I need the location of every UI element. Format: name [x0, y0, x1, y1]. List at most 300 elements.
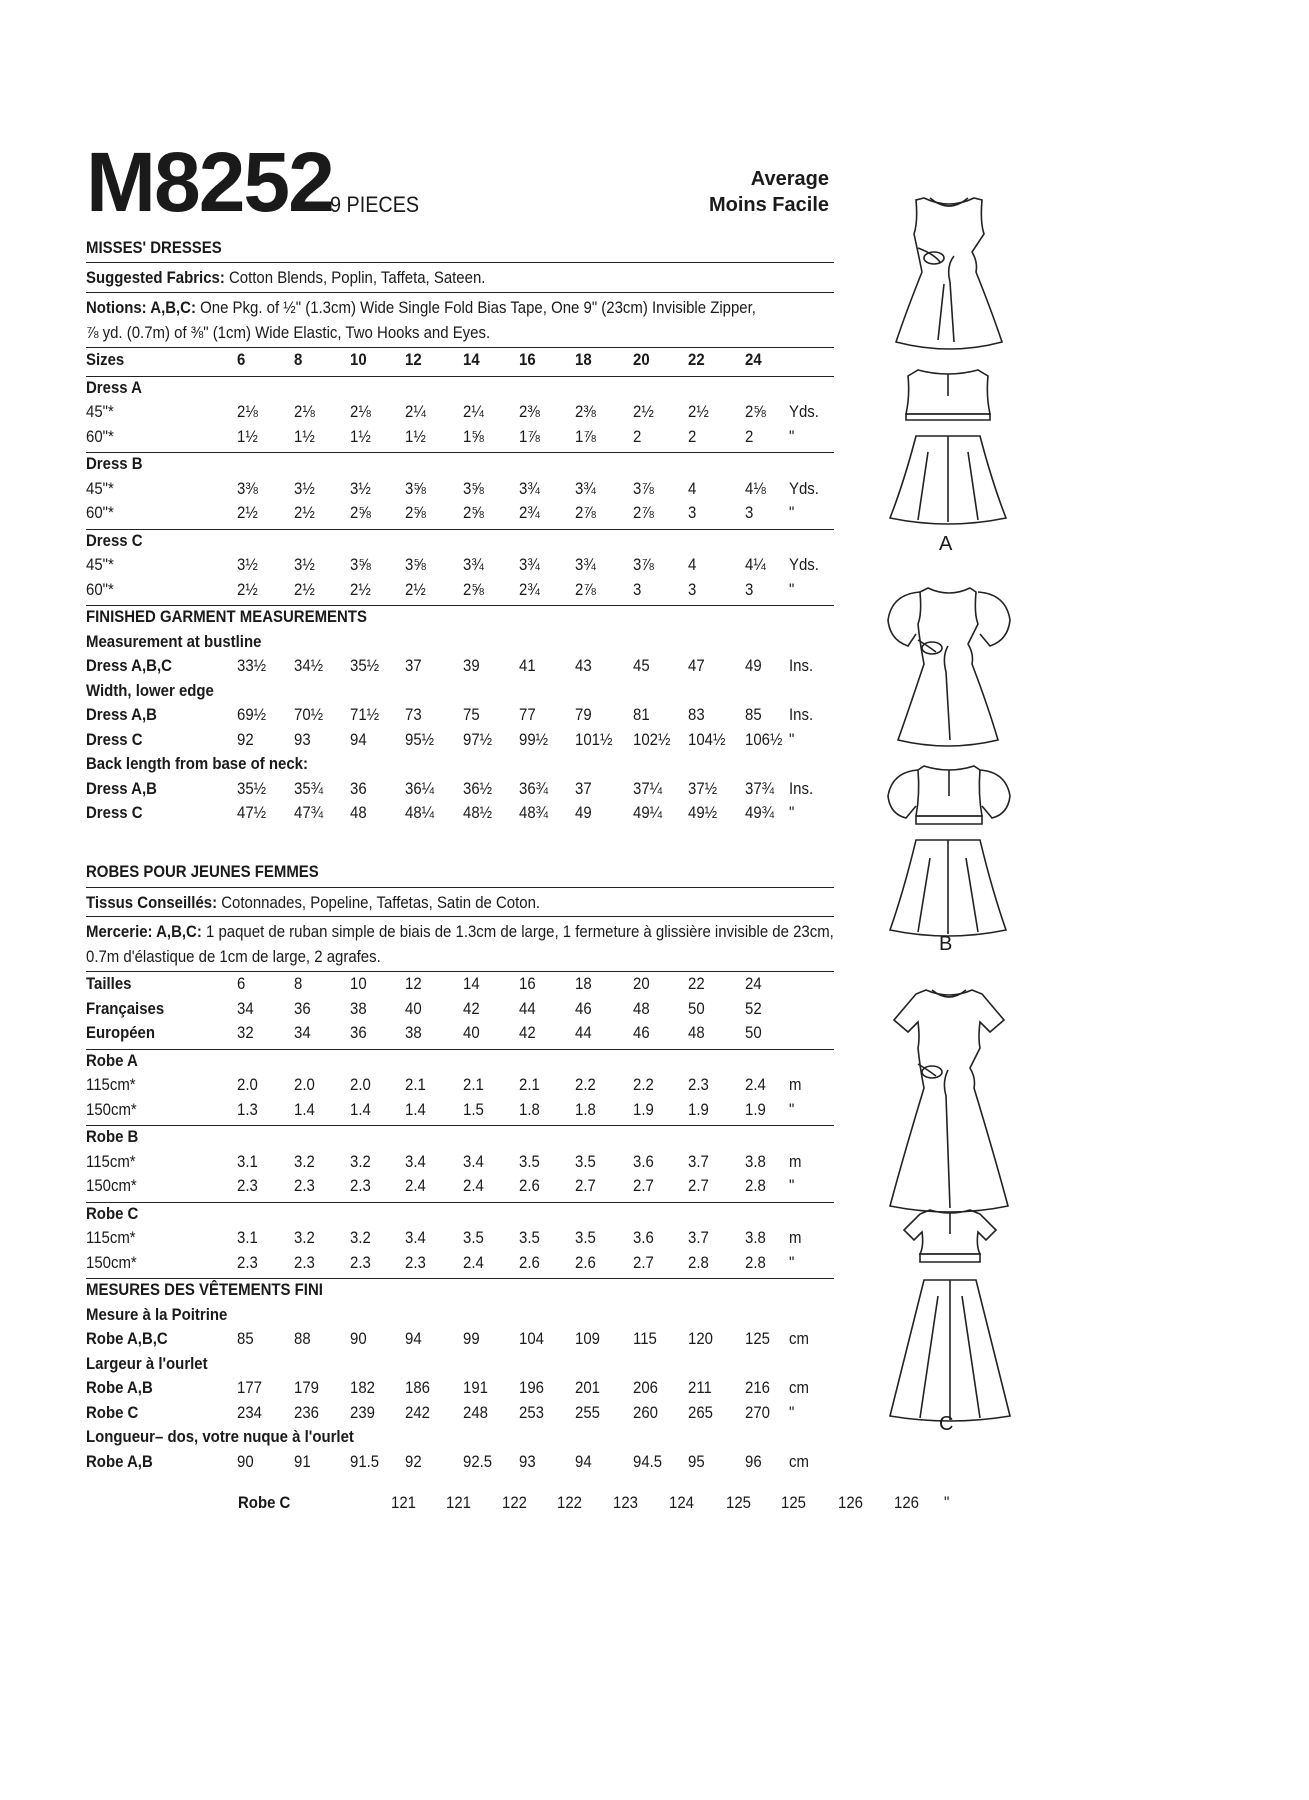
row-label: Dress A,B: [86, 705, 157, 724]
table-cell: 2: [688, 426, 697, 446]
table-cell: 2.4: [405, 1176, 426, 1195]
table-cell: 92: [405, 1451, 422, 1471]
table-cell: 2⅞: [633, 503, 654, 522]
table-cell: 1.4: [405, 1099, 426, 1119]
table-cell: 2.0: [237, 1075, 258, 1094]
table-cell: 2.1: [519, 1075, 540, 1094]
notions-label: Notions: A,B,C:: [86, 298, 196, 317]
table-cell: 83: [688, 705, 705, 724]
table-cell: 90: [237, 1451, 254, 1471]
table-cell: 248: [463, 1402, 488, 1422]
table-cell: 216: [745, 1378, 770, 1397]
table-cell: 95½: [405, 729, 435, 749]
table-row: [86, 1228, 846, 1253]
table-cell: 265: [688, 1402, 713, 1422]
table-cell: 2½: [294, 503, 315, 522]
divider: [86, 971, 834, 972]
unit-label: ": [789, 579, 795, 599]
table-cell: 2: [745, 426, 754, 446]
table-cell: 22: [688, 974, 705, 993]
table-cell: 94: [350, 729, 367, 749]
table-cell: 49¾: [745, 803, 775, 822]
unit-label: Yds.: [789, 402, 819, 421]
table-cell: 32: [237, 1023, 254, 1042]
table-cell: 14: [463, 350, 480, 369]
table-cell: 260: [633, 1402, 658, 1422]
table-cell: 81: [633, 705, 650, 724]
table-cell: 8: [294, 974, 303, 993]
table-cell: 1⅝: [463, 426, 484, 446]
dress-a-bodice-sketch: [898, 366, 998, 422]
row-label: Mesure à la Poitrine: [86, 1304, 228, 1324]
table-cell: 124: [669, 1493, 694, 1512]
english-yardage-table: [86, 350, 846, 828]
table-cell: 24: [745, 350, 762, 369]
table-cell: 48: [633, 998, 650, 1018]
table-cell: 3⅝: [350, 555, 371, 574]
row-label: Dress C: [86, 803, 143, 822]
table-cell: 3⅞: [633, 478, 654, 498]
table-cell: 2.3: [350, 1176, 371, 1195]
table-cell: 2: [633, 426, 642, 446]
table-cell: 2.7: [633, 1252, 654, 1272]
dress-b-front-sketch: [884, 580, 1014, 752]
table-cell: 69½: [237, 705, 267, 724]
table-cell: 16: [519, 350, 536, 369]
table-cell: 3¾: [575, 478, 596, 498]
table-cell: 3.2: [294, 1151, 315, 1171]
table-cell: 22: [688, 350, 705, 369]
table-cell: 3.5: [519, 1228, 540, 1247]
table-cell: 49: [575, 803, 592, 822]
table-cell: 3⅝: [463, 478, 484, 498]
table-cell: 2.6: [575, 1252, 596, 1272]
table-cell: 121: [446, 1493, 471, 1512]
row-label: Tailles: [86, 974, 132, 993]
table-cell: 3.4: [405, 1151, 426, 1171]
row-label: Européen: [86, 1023, 155, 1042]
table-row: [86, 378, 846, 403]
table-cell: 115: [633, 1329, 657, 1348]
table-row: [86, 454, 846, 479]
table-cell: 1.8: [519, 1099, 540, 1119]
table-cell: 3.4: [463, 1151, 484, 1171]
table-cell: 126: [894, 1493, 919, 1512]
row-label: Dress A,B: [86, 778, 157, 798]
table-cell: 70½: [294, 705, 324, 724]
table-cell: 1½: [350, 426, 371, 446]
table-row: [86, 1051, 846, 1076]
table-cell: 2.8: [745, 1176, 766, 1195]
table-row: [86, 531, 846, 556]
view-c-label: C: [939, 1413, 954, 1435]
table-cell: 93: [294, 729, 311, 749]
table-cell: 1.8: [575, 1099, 596, 1119]
divider: [86, 887, 834, 888]
table-cell: 16: [519, 974, 536, 993]
table-cell: 236: [294, 1402, 319, 1422]
fabrics-text-fr: Cotonnades, Popeline, Taffetas, Satin de Coton.: [217, 893, 541, 912]
table-cell: 42: [463, 998, 480, 1018]
row-label: Width, lower edge: [86, 680, 214, 700]
piece-count: 9 PIECES: [330, 192, 420, 217]
table-cell: 3.5: [463, 1228, 484, 1247]
table-cell: 1½: [294, 426, 315, 446]
table-cell: 3.1: [237, 1151, 258, 1171]
table-cell: 10: [350, 974, 367, 993]
dress-a-front-sketch: [894, 192, 1004, 354]
table-cell: 3.6: [633, 1228, 654, 1247]
table-cell: 18: [575, 350, 592, 369]
table-cell: 2.4: [745, 1075, 766, 1094]
fabrics-label: Suggested Fabrics:: [86, 268, 225, 287]
dress-c-skirt-sketch: [888, 1276, 1012, 1426]
table-cell: 211: [688, 1378, 712, 1397]
table-cell: 92: [237, 729, 254, 749]
table-cell: 123: [613, 1493, 638, 1512]
notions: [86, 295, 755, 320]
table-cell: 186: [405, 1378, 430, 1397]
suggested-fabrics: [86, 265, 755, 290]
table-cell: 3.1: [237, 1228, 258, 1247]
table-cell: 2¾: [519, 579, 540, 599]
table-cell: 41: [519, 656, 536, 675]
table-cell: 36¾: [519, 778, 549, 798]
table-cell: 46: [633, 1023, 650, 1042]
unit-label: Yds.: [789, 478, 819, 498]
table-cell: 1.4: [294, 1099, 315, 1119]
table-cell: 79: [575, 705, 592, 724]
row-label: Robe C: [86, 1402, 139, 1422]
row-label: Back length from base of neck:: [86, 754, 308, 773]
table-row: [86, 681, 846, 706]
row-label: Robe B: [86, 1127, 139, 1146]
divider: [86, 262, 834, 263]
row-label: MESURES DES VÊTEMENTS FINI: [86, 1280, 323, 1299]
table-cell: 3: [745, 579, 754, 599]
row-label: 60"*: [86, 579, 114, 599]
table-cell: 179: [294, 1378, 319, 1397]
unit-label: ": [789, 1252, 795, 1272]
table-cell: 177: [237, 1378, 262, 1397]
table-cell: 18: [575, 974, 592, 993]
table-row: [86, 803, 846, 828]
table-cell: 206: [633, 1378, 658, 1397]
row-label: 150cm*: [86, 1252, 137, 1272]
table-row: [86, 730, 846, 755]
table-cell: 4: [688, 478, 697, 498]
row-label: Françaises: [86, 998, 165, 1018]
table-row: [86, 1253, 846, 1278]
table-cell: 36¼: [405, 778, 435, 798]
table-cell: 94.5: [633, 1451, 663, 1471]
table-cell: 2½: [294, 579, 315, 599]
table-cell: 2½: [237, 579, 258, 599]
table-cell: 35½: [237, 778, 267, 798]
table-cell: 2.0: [350, 1075, 371, 1094]
table-cell: 3⅜: [237, 478, 258, 498]
table-cell: 3.5: [575, 1228, 596, 1247]
unit-label: ": [789, 1099, 795, 1119]
table-cell: 46: [575, 998, 592, 1018]
table-cell: 48¾: [519, 803, 549, 822]
divider: [86, 292, 834, 293]
table-cell: 182: [350, 1378, 375, 1397]
table-cell: 37: [575, 778, 592, 798]
table-row: [86, 1152, 846, 1177]
table-cell: 40: [463, 1023, 480, 1042]
table-cell: 201: [575, 1378, 600, 1397]
table-cell: 20: [633, 350, 650, 369]
table-cell: 37½: [688, 778, 718, 798]
table-cell: 2.8: [688, 1252, 709, 1272]
table-cell: 48: [350, 803, 367, 822]
table-cell: 91: [294, 1451, 311, 1471]
table-cell: 3½: [350, 478, 371, 498]
table-cell: 1⅞: [519, 426, 540, 446]
table-cell: 2¼: [463, 402, 484, 421]
table-cell: 1⅞: [575, 426, 596, 446]
table-row: [86, 974, 846, 999]
table-row: [86, 1280, 846, 1305]
table-cell: 4¼: [745, 555, 766, 574]
table-cell: 38: [405, 1023, 422, 1042]
difficulty-fr: Moins Facile: [708, 194, 829, 216]
table-row: [86, 555, 846, 580]
notions-line2-fr: 0.7m d'élastique de 1cm de large, 2 agrafes.: [86, 947, 381, 966]
table-cell: 85: [237, 1329, 254, 1348]
table-cell: 2.3: [294, 1176, 315, 1195]
unit-label: ": [789, 1402, 795, 1422]
unit-label: m: [789, 1228, 802, 1247]
table-row: [86, 402, 846, 427]
table-cell: 196: [519, 1378, 544, 1397]
table-cell: 4: [688, 555, 697, 574]
notions-label-fr: Mercerie: A,B,C:: [86, 922, 202, 941]
table-cell: 96: [745, 1451, 762, 1471]
table-cell: 2.6: [519, 1176, 540, 1195]
table-cell: 50: [745, 1023, 762, 1042]
table-cell: 2.1: [463, 1075, 484, 1094]
row-label: Longueur– dos, votre nuque à l'ourlet: [86, 1427, 354, 1446]
table-cell: 33½: [237, 656, 267, 675]
table-row: [86, 479, 846, 504]
table-cell: 93: [519, 1451, 536, 1471]
table-row: [86, 1354, 846, 1379]
table-cell: 3¾: [519, 478, 540, 498]
table-cell: 2½: [633, 402, 654, 421]
table-cell: 109: [575, 1329, 600, 1348]
row-label: Robe A,B: [86, 1378, 153, 1397]
table-cell: 3.7: [688, 1228, 709, 1247]
row-label: 150cm*: [86, 1099, 137, 1119]
table-cell: 3⅝: [405, 555, 426, 574]
table-cell: 2.7: [633, 1176, 654, 1195]
divider-line: [86, 1202, 834, 1203]
table-row: [86, 350, 846, 375]
table-cell: 49¼: [633, 803, 663, 822]
dress-b-skirt-sketch: [888, 836, 1008, 940]
row-label: Robe A,B: [86, 1451, 153, 1471]
notions-line1: One Pkg. of ½" (1.3cm) Wide Single Fold Bias Tape, One 9" (23cm) Invisible Zipper,: [195, 298, 756, 317]
dress-a-skirt-sketch: [888, 432, 1008, 528]
notions-line2: ⅞ yd. (0.7m) of ⅜" (1cm) Wide Elastic, Two Hooks and Eyes.: [86, 323, 491, 342]
table-cell: 3¾: [519, 555, 540, 574]
table-cell: 42: [519, 1023, 536, 1042]
table-cell: 125: [726, 1493, 751, 1512]
row-label: Robe C: [86, 1203, 139, 1223]
table-cell: 88: [294, 1329, 311, 1348]
table-cell: 35½: [350, 656, 380, 675]
table-cell: 2.0: [294, 1075, 315, 1094]
difficulty-en: Average: [750, 168, 829, 190]
table-cell: 34: [237, 998, 254, 1018]
divider-line: [86, 1278, 834, 1279]
row-label: 115cm*: [86, 1151, 136, 1171]
table-cell: 2½: [688, 402, 709, 421]
table-cell: 47½: [237, 803, 267, 822]
table-cell: 2½: [405, 579, 426, 599]
english-title: MISSES' DRESSES: [86, 238, 222, 257]
table-cell: 2.8: [745, 1252, 766, 1272]
table-cell: 3: [688, 579, 697, 599]
table-cell: 36: [350, 778, 367, 798]
table-row: [86, 1023, 846, 1048]
table-cell: 3⅝: [405, 478, 426, 498]
table-cell: 2⅝: [405, 503, 426, 522]
unit-label: cm: [789, 1378, 809, 1397]
fabrics-text: Cotton Blends, Poplin, Taffeta, Sateen.: [224, 268, 486, 287]
table-cell: 10: [350, 350, 367, 369]
table-cell: 48: [688, 1023, 705, 1042]
row-label: FINISHED GARMENT MEASUREMENTS: [86, 607, 367, 626]
table-row: [86, 1378, 846, 1403]
table-row: [86, 1075, 846, 1100]
table-cell: 2.6: [519, 1252, 540, 1272]
table-cell: 37¾: [745, 778, 775, 798]
row-label: 115cm*: [86, 1075, 136, 1094]
table-row: [86, 632, 846, 657]
table-cell: 3.5: [575, 1151, 596, 1171]
table-cell: 39: [463, 656, 480, 675]
table-cell: 50: [688, 998, 705, 1018]
table-cell: 4⅛: [745, 478, 766, 498]
table-cell: 270: [745, 1402, 770, 1422]
divider-line: [86, 452, 834, 453]
row-label: Dress C: [86, 530, 143, 550]
table-cell: 73: [405, 705, 422, 724]
divider: [86, 347, 834, 348]
row-label: Dress A,B,C: [86, 656, 172, 675]
table-cell: 234: [237, 1402, 262, 1422]
row-label: 115cm*: [86, 1228, 136, 1247]
notions-line1-fr: 1 paquet de ruban simple de biais de 1.3cm de large, 1 fermeture à glissière invisible de 23cm,: [201, 922, 834, 941]
table-cell: 35¾: [294, 778, 324, 798]
table-cell: 2½: [237, 503, 258, 522]
table-cell: 191: [463, 1378, 488, 1397]
table-cell: 1.9: [633, 1099, 654, 1119]
table-cell: 125: [781, 1493, 806, 1512]
table-row: [86, 1403, 846, 1428]
unit-label: ": [789, 426, 795, 446]
table-cell: 3.8: [745, 1151, 766, 1171]
table-cell: 49: [745, 656, 762, 675]
table-cell: 3: [688, 503, 697, 522]
table-cell: 3½: [294, 555, 315, 574]
table-cell: 2.3: [350, 1252, 371, 1272]
table-cell: 97½: [463, 729, 493, 749]
dress-b-bodice-sketch: [884, 760, 1014, 830]
row-label: Sizes: [86, 350, 125, 369]
table-cell: 3¾: [463, 555, 484, 574]
table-cell: 2.1: [405, 1075, 426, 1094]
unit-label: Ins.: [789, 778, 814, 798]
table-cell: 37¼: [633, 778, 663, 798]
table-cell: 2⅝: [463, 503, 484, 522]
table-cell: 2.2: [575, 1075, 596, 1094]
table-cell: 101½: [575, 729, 613, 749]
table-row: [86, 999, 846, 1024]
table-cell: 45: [633, 656, 650, 675]
table-cell: 3½: [294, 478, 315, 498]
table-cell: 102½: [633, 729, 671, 749]
table-row: [86, 1452, 846, 1477]
divider: [86, 916, 834, 917]
table-cell: 2.7: [688, 1176, 709, 1195]
table-cell: 38: [350, 998, 367, 1018]
table-cell: 47¾: [294, 803, 324, 822]
table-cell: 44: [519, 998, 536, 1018]
fabrics-label-fr: Tissus Conseillés:: [86, 893, 218, 912]
unit-label: Ins.: [789, 656, 814, 675]
row-label: 60"*: [86, 503, 114, 522]
dress-c-front-sketch: [884, 984, 1014, 1216]
table-cell: 1½: [237, 426, 258, 446]
table-cell: 34: [294, 1023, 311, 1042]
divider-line: [86, 1049, 834, 1050]
table-cell: 91.5: [350, 1451, 380, 1471]
table-cell: 2⅝: [745, 402, 766, 421]
table-cell: 3: [745, 503, 754, 522]
unit-label: cm: [789, 1329, 809, 1348]
table-cell: 3.6: [633, 1151, 654, 1171]
table-cell: 3¾: [575, 555, 596, 574]
row-label: Robe A: [86, 1050, 138, 1070]
table-cell: 24: [745, 974, 762, 993]
divider-line: [86, 529, 834, 530]
table-cell: 36: [294, 998, 311, 1018]
table-cell: 90: [350, 1329, 367, 1348]
unit-label: ": [789, 503, 795, 522]
table-cell: 2⅝: [463, 579, 484, 599]
table-cell: 3.7: [688, 1151, 709, 1171]
table-cell: 48½: [463, 803, 493, 822]
view-a-label: A: [939, 533, 953, 555]
table-cell: 3.2: [350, 1228, 371, 1247]
table-cell: 106½: [745, 729, 783, 749]
table-cell: 2.3: [405, 1252, 426, 1272]
table-cell: 3½: [237, 555, 258, 574]
table-cell: 99: [463, 1329, 480, 1348]
table-cell: 6: [237, 974, 246, 993]
table-row: [86, 1329, 846, 1354]
table-row: [86, 1100, 846, 1125]
row-label: 150cm*: [86, 1176, 137, 1195]
table-cell: 75: [463, 705, 480, 724]
table-cell: 36½: [463, 778, 493, 798]
row-label: Dress B: [86, 454, 143, 473]
table-row: [86, 427, 846, 452]
